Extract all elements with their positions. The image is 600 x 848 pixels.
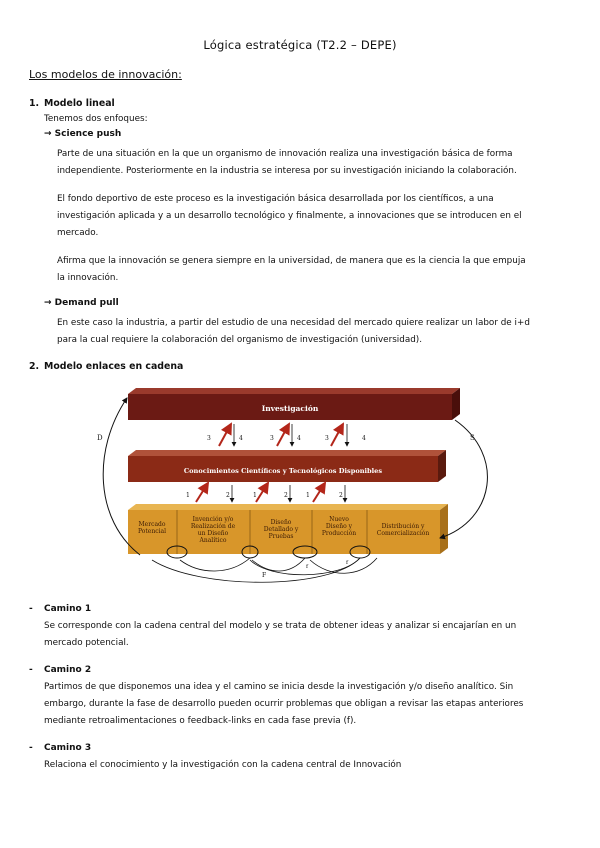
camino2-line3: mediante retroalimentaciones o feedback-links en cada fase previa (f). xyxy=(44,716,357,726)
camino3-dash: - xyxy=(29,743,33,753)
label-f1: f xyxy=(306,564,309,570)
label-4a: 4 xyxy=(239,435,243,442)
box4-line3: Producción xyxy=(321,530,357,537)
box2-line3: un Diseño xyxy=(197,530,229,537)
box1-line1: Mercado xyxy=(138,521,166,528)
camino3-line1: Relaciona el conocimiento y la investigación con la cadena central de Innovación xyxy=(44,760,402,770)
demand-pull-p1-line1: En este caso la industria, a partir del estudio de una necesidad del mercado quiere realizar un labor de i+d xyxy=(57,318,530,328)
science-push-p2-line3: mercado. xyxy=(57,228,99,238)
label-4b: 4 xyxy=(297,435,301,442)
research-bar-label: Investigación xyxy=(261,404,319,413)
science-push-p2-line2: investigación aplicada y a un desarrollo tecnológico y finalmente, a innovaciones que se introducen en el xyxy=(57,211,522,221)
model2-heading: Modelo enlaces en cadena xyxy=(44,361,184,372)
model1-intro: Tenemos dos enfoques: xyxy=(44,114,148,124)
camino2-line2: embargo, durante la fase de desarrollo pueden ocurrir problemas que obligan a revisar las etapas anteriores xyxy=(44,699,524,709)
demand-pull-p1-line2: para la cual requiere la colaboración del organismo de investigación (universidad). xyxy=(57,335,423,345)
box2-line4: Analítico xyxy=(199,537,227,544)
science-push-p3-line2: la innovación. xyxy=(57,273,119,283)
science-push-p2-line1: El fondo deportivo de este proceso es la investigación básica desarrollada por los científicos, a una xyxy=(57,194,494,204)
label-3b: 3 xyxy=(270,435,274,442)
label-F: F xyxy=(262,572,267,579)
model1-number: 1. xyxy=(29,98,40,109)
label-D: D xyxy=(97,434,103,442)
box4-line1: Nuevo xyxy=(329,516,349,523)
label-f2: f xyxy=(346,560,349,566)
label-2c: 2 xyxy=(339,492,343,499)
model1-heading: Modelo lineal xyxy=(44,98,115,109)
camino3-heading: Camino 3 xyxy=(44,743,92,753)
camino2-heading: Camino 2 xyxy=(44,665,92,675)
camino1-heading: Camino 1 xyxy=(44,604,92,614)
label-4c: 4 xyxy=(362,435,366,442)
camino2-dash: - xyxy=(29,665,33,675)
label-3a: 3 xyxy=(207,435,211,442)
label-1a: 1 xyxy=(186,492,190,499)
model2-number: 2. xyxy=(29,361,40,372)
label-2a: 2 xyxy=(226,492,230,499)
box3-line3: Pruebas xyxy=(268,533,294,540)
camino1-line2: mercado potencial. xyxy=(44,638,129,648)
label-2b: 2 xyxy=(284,492,288,499)
label-1c: 1 xyxy=(306,492,310,499)
box5-line2: Comercialización xyxy=(376,530,430,537)
box2-line1: Invención y/o xyxy=(192,516,234,523)
box4-line2: Diseño y xyxy=(325,523,353,530)
label-3c: 3 xyxy=(325,435,329,442)
science-push-p3-line1: Afirma que la innovación se genera siempre en la universidad, de manera que es la ciencia la que empuja xyxy=(57,256,526,266)
box3-line2: Detallado y xyxy=(263,526,299,533)
box1-line2: Potencial xyxy=(137,528,167,535)
label-1b: 1 xyxy=(253,492,257,499)
science-push-p1-line1: Parte de una situación en la que un organismo de innovación realiza una investigación básica de forma xyxy=(57,149,513,159)
knowledge-bar-label: Conocimientos Científicos y Tecnológicos Disponibles xyxy=(183,467,383,475)
box3-line1: Diseño xyxy=(270,519,292,526)
box2-line2: Realización de xyxy=(190,523,236,530)
page-title: Lógica estratégica (T2.2 – DEPE) xyxy=(203,38,397,52)
box5-line1: Distribución y xyxy=(381,523,425,530)
section-title: Los modelos de innovación: xyxy=(29,68,182,81)
camino1-line1: Se corresponde con la cadena central del modelo y se trata de obtener ideas y analizar si encajarían en un xyxy=(44,621,517,631)
camino2-line1: Partimos de que disponemos una idea y el camino se inicia desde la investigación y/o diseño analítico. Sin xyxy=(44,682,514,692)
label-S: S xyxy=(470,434,475,442)
camino1-dash: - xyxy=(29,604,33,614)
science-push-heading: → Science push xyxy=(44,129,122,139)
demand-pull-heading: → Demand pull xyxy=(44,298,119,308)
science-push-p1-line2: independiente. Posteriormente en la industria se interesa por su investigación iniciando la colaboración. xyxy=(57,166,517,176)
